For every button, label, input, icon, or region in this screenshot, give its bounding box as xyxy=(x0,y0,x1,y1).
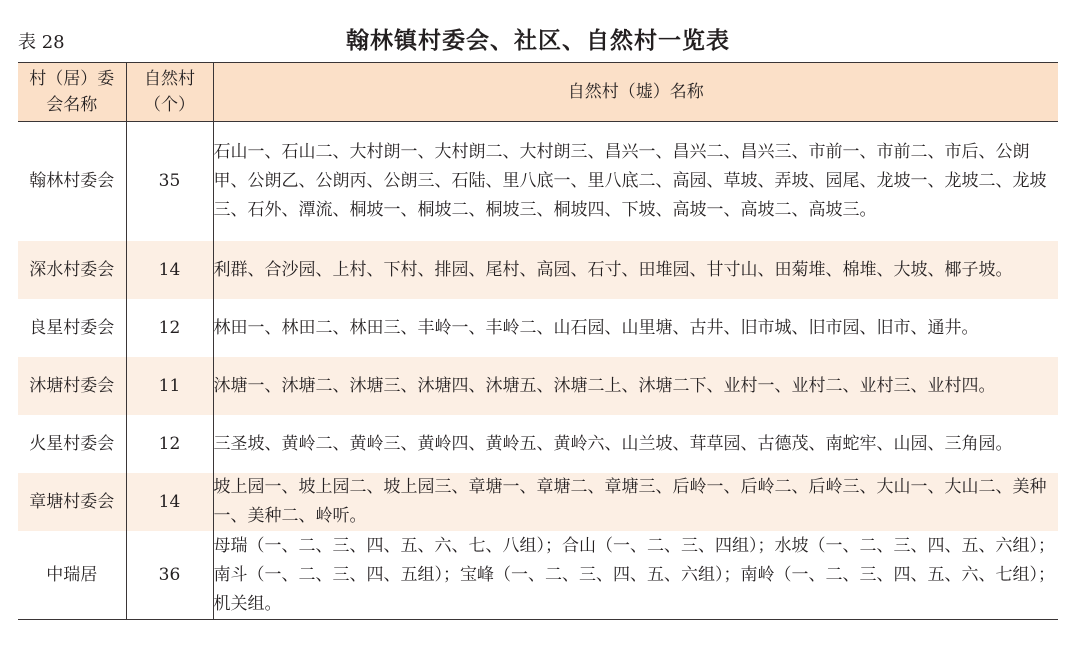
header-committee-name-line2: 会名称 xyxy=(46,95,98,115)
table-row xyxy=(18,299,1058,357)
table-row xyxy=(18,357,1058,415)
village-directory-table xyxy=(18,62,1058,620)
table-row xyxy=(18,241,1058,299)
village-names-cell: 沐塘一、沐塘二、沐塘三、沐塘四、沐塘五、沐塘二上、沐塘二下、业村一、业村二、业村三、业村四。 xyxy=(213,357,1058,415)
village-names-cell: 林田一、林田二、林田三、丰岭一、丰岭二、山石园、山里塘、古井、旧市城、旧市园、旧市、通井。 xyxy=(213,317,979,338)
village-names-cell: 三圣坡、黄岭二、黄岭三、黄岭四、黄岭五、黄岭六、山兰坡、茸草园、古德茂、南蛇牢、山园、三角园。 xyxy=(213,433,1013,454)
header-village-count-line1: 自然村 xyxy=(144,69,195,89)
village-count-cell: 35 xyxy=(126,122,213,242)
table-header-row xyxy=(18,63,1058,122)
committee-name-cell: 深水村委会 xyxy=(18,241,126,299)
village-names-cell: 利群、合沙园、上村、下村、排园、尾村、高园、石寸、田堆园、甘寸山、田菊堆、棉堆、大坡、椰子坡。 xyxy=(213,241,1058,299)
village-count-cell: 12 xyxy=(126,415,213,473)
village-count-cell: 11 xyxy=(126,357,213,415)
village-count-cell: 12 xyxy=(126,299,213,357)
table-row xyxy=(18,415,1058,473)
header-committee-name xyxy=(18,63,126,122)
committee-name-cell: 章塘村委会 xyxy=(18,473,126,531)
village-names-cell: 母瑞（一、二、三、四、五、六、七、八组）；合山（一、二、三、四组）；水坡（一、二、三、四、五、六组）；南斗（一、二、三、四、五组）；宝峰（一、二、三、四、五、六组）；南岭（一、二、三、四、五、六、七组）；机关组。 xyxy=(213,531,1058,620)
committee-name-cell: 良星村委会 xyxy=(18,299,126,357)
document-header xyxy=(18,14,1058,62)
header-village-names: 自然村（墟）名称 xyxy=(213,63,1058,122)
table-row xyxy=(18,473,1058,531)
table-row xyxy=(18,531,1058,620)
village-count-cell: 36 xyxy=(126,531,213,620)
village-count-cell: 14 xyxy=(126,473,213,531)
committee-name-cell: 中瑞居 xyxy=(18,531,126,620)
header-committee-name-line1: 村（居）委 xyxy=(29,69,115,89)
header-village-count-line2: （个） xyxy=(144,95,195,115)
header-village-count xyxy=(126,63,213,122)
committee-name-cell: 翰林村委会 xyxy=(18,122,126,242)
committee-name-cell: 火星村委会 xyxy=(18,415,126,473)
village-names-cell: 石山一、石山二、大村朗一、大村朗二、大村朗三、昌兴一、昌兴二、昌兴三、市前一、市前二、市后、公朗甲、公朗乙、公朗丙、公朗三、石陆、里八底一、里八底二、高园、草坡、弄坡、园尾、龙坡一、龙坡二、龙坡三、石外、潭流、桐坡一、桐坡二、桐坡三、桐坡四、下坡、高坡一、高坡二、高坡三。 xyxy=(213,142,1047,220)
village-count-cell: 14 xyxy=(126,241,213,299)
village-names-cell: 坡上园一、坡上园二、坡上园三、章塘一、章塘二、章塘三、后岭一、后岭二、后岭三、大山一、大山二、美种一、美种二、岭听。 xyxy=(213,473,1058,531)
table-title: 翰林镇村委会、社区、自然村一览表 xyxy=(346,28,730,54)
table-number: 表 28 xyxy=(18,32,65,53)
table-row xyxy=(18,122,1058,242)
committee-name-cell: 沐塘村委会 xyxy=(18,357,126,415)
